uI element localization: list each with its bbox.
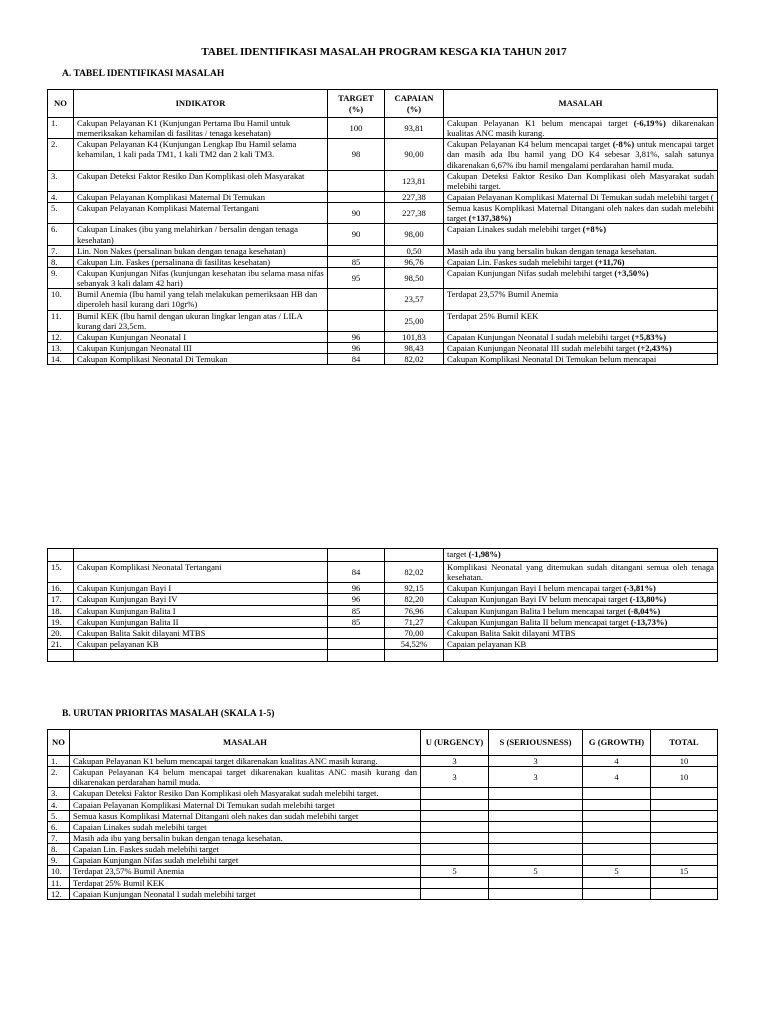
table-row [48, 331, 718, 342]
target-cell: 95 [328, 267, 385, 288]
row-number: 7. [48, 832, 70, 843]
masalah-cell: Capaian Kunjungan Neonatal I sudah melebihi target (+5,83%) [444, 331, 718, 342]
indikator-cell: Cakupan Kunjungan Balita I [74, 605, 328, 616]
indikator-cell: Cakupan Pelayanan Komplikasi Maternal Di Temukan [74, 191, 328, 202]
growth-score [583, 788, 651, 799]
row-number: 17. [48, 594, 74, 605]
indikator-cell: Cakupan Komplikasi Neonatal Di Temukan [74, 354, 328, 365]
row-number: 18. [48, 605, 74, 616]
masalah-cell: Cakupan Pelayanan K4 belum mencapai target dikarenakan kualitas ANC masih kurang dan dikarenakan perdarahan hamil muda. [70, 767, 421, 788]
row-number: 3. [48, 170, 74, 191]
section-b-heading: B. URUTAN PRIORITAS MASALAH (SKALA 1-5) [62, 709, 275, 719]
capaian-cell: 82,02 [385, 354, 444, 365]
row-number: 13. [48, 342, 74, 353]
table-row [48, 855, 718, 866]
target-cell [328, 627, 385, 638]
masalah-cell: Cakupan Balita Sakit dilayani MTBS [444, 627, 718, 638]
target-cell: 96 [328, 331, 385, 342]
empty-row [48, 650, 718, 662]
seriousness-score [489, 821, 583, 832]
urgency-score: 3 [421, 767, 489, 788]
row-number: 8. [48, 256, 74, 267]
row-number: 3. [48, 788, 70, 799]
table-row [48, 767, 718, 788]
target-cell: 96 [328, 342, 385, 353]
urgency-score [421, 799, 489, 810]
urgency-score [421, 832, 489, 843]
growth-score [583, 799, 651, 810]
indikator-cell: Cakupan Kunjungan Bayi IV [74, 594, 328, 605]
masalah-cell: Cakupan Deteksi Faktor Resiko Dan Komplikasi oleh Masyarakat sudah melebihi target. [444, 170, 718, 191]
growth-score [583, 832, 651, 843]
header-seriousness: S (SERIOUSNESS) [489, 730, 583, 756]
capaian-cell: 98,43 [385, 342, 444, 353]
header-no: NO [48, 730, 70, 756]
table-row [48, 877, 718, 888]
capaian-cell: 23,57 [385, 289, 444, 310]
row-number: 14. [48, 354, 74, 365]
table-row [48, 170, 718, 191]
urgency-score [421, 844, 489, 855]
capaian-cell: 101,83 [385, 331, 444, 342]
target-cell: 96 [328, 583, 385, 594]
growth-score [583, 810, 651, 821]
indikator-cell: Cakupan Deteksi Faktor Resiko Dan Komplikasi oleh Masyarakat [74, 170, 328, 191]
target-cell: 84 [328, 354, 385, 365]
growth-score [583, 855, 651, 866]
table-row [48, 191, 718, 202]
table-row [48, 354, 718, 365]
table-row [48, 616, 718, 627]
urgency-score [421, 855, 489, 866]
target-cell: 96 [328, 594, 385, 605]
capaian-cell: 123,81 [385, 170, 444, 191]
problem-identification-table-continued [47, 548, 718, 662]
seriousness-score: 3 [489, 767, 583, 788]
row-number: 11. [48, 877, 70, 888]
table-row [48, 139, 718, 170]
seriousness-score [489, 832, 583, 843]
target-cell: 90 [328, 203, 385, 224]
masalah-cell: Masih ada ibu yang bersalin bukan dengan tenaga kesehatan. [70, 832, 421, 843]
capaian-cell: 92,15 [385, 583, 444, 594]
growth-score [583, 844, 651, 855]
row-number: 12. [48, 331, 74, 342]
target-cell: 85 [328, 256, 385, 267]
indikator-cell: Cakupan Pelayanan K1 (Kunjungan Pertama Ibu Hamil untuk memeriksakan kehamilan di fasilitas / tenaga kesehatan) [74, 118, 328, 139]
masalah-cell: Capaian pelayanan KB [444, 638, 718, 649]
table-header-row [48, 730, 718, 756]
table-row [48, 256, 718, 267]
target-cell [328, 245, 385, 256]
growth-score [583, 888, 651, 899]
capaian-cell: 227,38 [385, 203, 444, 224]
target-cell [328, 170, 385, 191]
table-row [48, 866, 718, 877]
seriousness-score [489, 855, 583, 866]
masalah-cell: Capaian Lin. Faskes sudah melebihi target [70, 844, 421, 855]
indikator-cell: Cakupan Linakes (ibu yang melahirkan / bersalin dengan tenaga kesehatan) [74, 224, 328, 245]
masalah-cell: Cakupan Kunjungan Balita I belum mencapai target (-8,04%) [444, 605, 718, 616]
capaian-cell: 98,50 [385, 267, 444, 288]
masalah-cell: target (-1,98%) [444, 549, 718, 562]
indikator-cell: Cakupan Kunjungan Neonatal I [74, 331, 328, 342]
target-cell: 100 [328, 118, 385, 139]
header-indikator: INDIKATOR [74, 90, 328, 118]
masalah-cell: Cakupan Komplikasi Neonatal Di Temukan belum mencapai [444, 354, 718, 365]
problem-identification-table [47, 89, 718, 365]
masalah-cell: Semua kasus Komplikasi Maternal Ditangani oleh nakes dan sudah melebihi target (+137,38%) [444, 203, 718, 224]
masalah-cell: Cakupan Kunjungan Bayi I belum mencapai target (-3,81%) [444, 583, 718, 594]
total-score [651, 788, 718, 799]
total-score [651, 832, 718, 843]
row-number: 1. [48, 118, 74, 139]
table-row [48, 756, 718, 767]
indikator-cell: Cakupan Lin. Faskes (persalinana di fasilitas kesehatan) [74, 256, 328, 267]
table-row [48, 267, 718, 288]
growth-score: 4 [583, 767, 651, 788]
capaian-cell: 227,38 [385, 191, 444, 202]
total-score: 10 [651, 756, 718, 767]
capaian-cell: 54,52% [385, 638, 444, 649]
indikator-cell: Bumil KEK (Ibu hamil dengan ukuran lingkar lengan atas / LILA kurang dari 23,5cm. [74, 310, 328, 331]
capaian-cell: 71,27 [385, 616, 444, 627]
masalah-cell: Capaian Kunjungan Neonatal III sudah melebihi target (+2,43%) [444, 342, 718, 353]
table-row [48, 627, 718, 638]
table-row [48, 342, 718, 353]
table-row [48, 118, 718, 139]
row-number: 9. [48, 855, 70, 866]
target-cell: 90 [328, 224, 385, 245]
masalah-cell: Cakupan Pelayanan K1 belum mencapai target (-6,19%) dikarenakan kualitas ANC masih kurang. [444, 118, 718, 139]
priority-table [47, 729, 718, 900]
indikator-cell: Bumil Anemia (Ibu hamil yang telah melakukan pemeriksaan HB dan diperoleh hasil kurang dari 10gr%) [74, 289, 328, 310]
total-score: 15 [651, 866, 718, 877]
row-number: 19. [48, 616, 74, 627]
row-number: 4. [48, 191, 74, 202]
masalah-cell: Semua kasus Komplikasi Maternal Ditangani oleh nakes dan sudah melebihi target [70, 810, 421, 821]
total-score [651, 877, 718, 888]
seriousness-score [489, 877, 583, 888]
urgency-score [421, 877, 489, 888]
indikator-cell: Cakupan Pelayanan Komplikasi Maternal Tertangani [74, 203, 328, 224]
indikator-cell: Cakupan Komplikasi Neonatal Tertangani [74, 562, 328, 583]
row-number: 11. [48, 310, 74, 331]
masalah-cell: Terdapat 25% Bumil KEK [70, 877, 421, 888]
table-row [48, 638, 718, 649]
row-number: 20. [48, 627, 74, 638]
masalah-cell: Capaian Pelayanan Komplikasi Maternal Di Temukan sudah melebihi target ( [444, 191, 718, 202]
indikator-cell: Lin. Non Nakes (persalinan bukan dengan tenaga kesehatan) [74, 245, 328, 256]
masalah-cell: Cakupan Deteksi Faktor Resiko Dan Komplikasi oleh Masyarakat sudah melebihi target. [70, 788, 421, 799]
table-row [48, 245, 718, 256]
capaian-cell: 93,81 [385, 118, 444, 139]
target-cell [328, 191, 385, 202]
total-score [651, 810, 718, 821]
masalah-cell: Terdapat 23,57% Bumil Anemia [70, 866, 421, 877]
row-number: 2. [48, 767, 70, 788]
masalah-cell: Capaian Kunjungan Nifas sudah melebihi target (+3,50%) [444, 267, 718, 288]
masalah-cell: Masih ada ibu yang bersalin bukan dengan tenaga kesehatan. [444, 245, 718, 256]
masalah-cell: Cakupan Kunjungan Bayi IV belum mencapai target (-13,80%) [444, 594, 718, 605]
total-score: 10 [651, 767, 718, 788]
header-total: TOTAL [651, 730, 718, 756]
row-number: 5. [48, 810, 70, 821]
seriousness-score [489, 788, 583, 799]
total-score [651, 855, 718, 866]
seriousness-score [489, 844, 583, 855]
row-number: 10. [48, 289, 74, 310]
growth-score: 4 [583, 756, 651, 767]
row-number: 6. [48, 224, 74, 245]
masalah-cell: Cakupan Kunjungan Balita II belum mencapai target (-13,73%) [444, 616, 718, 627]
table-row [48, 562, 718, 583]
urgency-score: 5 [421, 866, 489, 877]
masalah-cell: Capaian Kunjungan Neonatal I sudah melebihi target [70, 888, 421, 899]
masalah-cell: Terdapat 25% Bumil KEK [444, 310, 718, 331]
indikator-cell: Cakupan Balita Sakit dilayani MTBS [74, 627, 328, 638]
indikator-cell: Cakupan Pelayanan K4 (Kunjungan Lengkap Ibu Hamil selama kehamilan, 1 kali pada TM1, 1 kali TM2 dan 2 kali TM3. [74, 139, 328, 170]
total-score [651, 799, 718, 810]
capaian-cell: 70,00 [385, 627, 444, 638]
total-score [651, 888, 718, 899]
target-cell [328, 289, 385, 310]
table-row [48, 594, 718, 605]
capaian-cell: 90,00 [385, 139, 444, 170]
row-number: 4. [48, 799, 70, 810]
masalah-cell: Capaian Lin. Faskes sudah melebihi target (+11,76) [444, 256, 718, 267]
table-row [48, 310, 718, 331]
row-number: 6. [48, 821, 70, 832]
masalah-cell: Capaian Pelayanan Komplikasi Maternal Di Temukan sudah melebihi target [70, 799, 421, 810]
urgency-score [421, 810, 489, 821]
row-number: 1. [48, 756, 70, 767]
seriousness-score: 3 [489, 756, 583, 767]
capaian-cell: 0,50 [385, 245, 444, 256]
row-number: 2. [48, 139, 74, 170]
table-row [48, 224, 718, 245]
seriousness-score: 5 [489, 866, 583, 877]
table-row [48, 289, 718, 310]
row-number: 15. [48, 562, 74, 583]
masalah-cell: Capaian Kunjungan Nifas sudah melebihi target [70, 855, 421, 866]
row-number: 7. [48, 245, 74, 256]
row-number: 9. [48, 267, 74, 288]
table-row [48, 821, 718, 832]
masalah-cell: Capaian Linakes sudah melebihi target [70, 821, 421, 832]
row-number: 21. [48, 638, 74, 649]
section-a-heading: A. TABEL IDENTIFIKASI MASALAH [62, 69, 225, 79]
capaian-cell: 82,02 [385, 562, 444, 583]
table-row [48, 888, 718, 899]
target-cell: 85 [328, 605, 385, 616]
total-score [651, 844, 718, 855]
header-masalah: MASALAH [444, 90, 718, 118]
target-cell [328, 638, 385, 649]
indikator-cell: Cakupan Kunjungan Neonatal III [74, 342, 328, 353]
table-row [48, 549, 718, 562]
growth-score [583, 821, 651, 832]
masalah-cell: Komplikasi Neonatal yang ditemukan sudah ditangani semua oleh tenaga kesehatan. [444, 562, 718, 583]
seriousness-score [489, 799, 583, 810]
table-row [48, 605, 718, 616]
target-cell: 98 [328, 139, 385, 170]
header-no: NO [48, 90, 74, 118]
capaian-cell: 76,96 [385, 605, 444, 616]
capaian-cell: 98,00 [385, 224, 444, 245]
urgency-score [421, 888, 489, 899]
row-number: 12. [48, 888, 70, 899]
table-row [48, 832, 718, 843]
urgency-score: 3 [421, 756, 489, 767]
row-number: 10. [48, 866, 70, 877]
masalah-cell: Capaian Linakes sudah melebihi target (+8%) [444, 224, 718, 245]
growth-score: 5 [583, 866, 651, 877]
document-title: TABEL IDENTIFIKASI MASALAH PROGRAM KESGA KIA TAHUN 2017 [201, 46, 567, 58]
header-growth: G (GROWTH) [583, 730, 651, 756]
growth-score [583, 877, 651, 888]
masalah-cell: Cakupan Pelayanan K1 belum mencapai target dikarenakan kualitas ANC masih kurang. [70, 756, 421, 767]
row-number: 5. [48, 203, 74, 224]
target-cell [328, 310, 385, 331]
indikator-cell: Cakupan Kunjungan Nifas (kunjungan kesehatan ibu selama masa nifas sebanyak 3 kali dalam 42 hari) [74, 267, 328, 288]
header-masalah: MASALAH [70, 730, 421, 756]
urgency-score [421, 788, 489, 799]
header-urgency: U (URGENCY) [421, 730, 489, 756]
target-cell: 85 [328, 616, 385, 627]
target-cell: 84 [328, 562, 385, 583]
indikator-cell: Cakupan pelayanan KB [74, 638, 328, 649]
table-row [48, 810, 718, 821]
row-number: 8. [48, 844, 70, 855]
table-row [48, 799, 718, 810]
row-number: 16. [48, 583, 74, 594]
header-target: TARGET (%) [328, 90, 385, 118]
capaian-cell: 96,76 [385, 256, 444, 267]
table-header-row [48, 90, 718, 118]
indikator-cell: Cakupan Kunjungan Bayi I [74, 583, 328, 594]
table-row [48, 203, 718, 224]
table-row [48, 788, 718, 799]
masalah-cell: Terdapat 23,57% Bumil Anemia [444, 289, 718, 310]
capaian-cell: 82,20 [385, 594, 444, 605]
capaian-cell: 25,00 [385, 310, 444, 331]
seriousness-score [489, 888, 583, 899]
table-row [48, 583, 718, 594]
header-capaian: CAPAIAN (%) [385, 90, 444, 118]
urgency-score [421, 821, 489, 832]
indikator-cell: Cakupan Kunjungan Balita II [74, 616, 328, 627]
masalah-cell: Cakupan Pelayanan K4 belum mencapai target (-8%) untuk mencapai target dan masih ada Ibu hamil yang DO K4 sebesar 3,81%, salah satunya dikarenakan 6,67% ibu hamil mengalami perdarahan hamil muda. [444, 139, 718, 170]
total-score [651, 821, 718, 832]
seriousness-score [489, 810, 583, 821]
table-row [48, 844, 718, 855]
